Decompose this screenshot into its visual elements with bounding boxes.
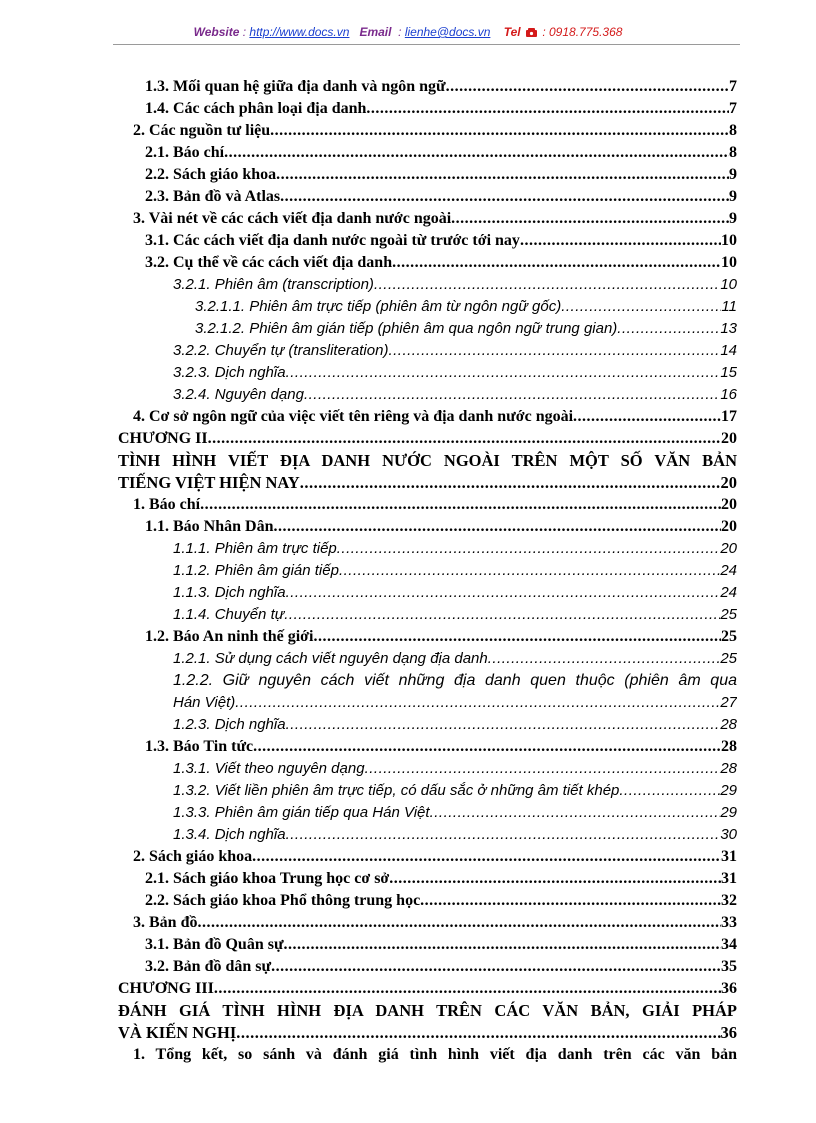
toc-entry[interactable]: 3.2.1. Phiên âm (transcription) ..... 10: [173, 273, 737, 295]
website-label: Website: [193, 25, 240, 39]
toc-entry[interactable]: 2.1. Báo chí ..... 8: [145, 141, 737, 163]
toc-entry[interactable]: 2. Các nguồn tư liệu ..... 8: [133, 119, 737, 141]
header-divider: [113, 44, 740, 45]
toc-entry[interactable]: 1. Báo chí ..... 20: [133, 493, 737, 515]
toc-entry[interactable]: 1.2.3. Dịch nghĩa ..... 28: [173, 713, 737, 735]
toc-entry[interactable]: 3. Bản đồ ..... 33: [133, 911, 737, 933]
toc-entry[interactable]: 1.2. Báo An ninh thế giới ..... 25: [145, 625, 737, 647]
toc-entry[interactable]: 2.3. Bản đồ và Atlas ..... 9: [145, 185, 737, 207]
email-link[interactable]: lienhe@docs.vn: [404, 25, 491, 39]
toc-entry-long[interactable]: 1.2.2. Giữ nguyên cách viết những địa danh quen thuộc (phiên âm qua: [173, 672, 737, 689]
toc-entry[interactable]: 3.2. Bản đồ dân sự ..... 35: [145, 955, 737, 977]
toc-entry[interactable]: 1.1.2. Phiên âm gián tiếp ..... 24: [173, 559, 737, 581]
tel-label: Tel: [503, 25, 521, 39]
toc-chapter-title[interactable]: TÌNH HÌNH VIẾT ĐỊA DANH NƯỚC NGOÀI TRÊN MỘT SỐ VĂN BẢN: [118, 451, 737, 470]
toc-entry[interactable]: 2.1. Sách giáo khoa Trung học cơ sở ..... 31: [145, 867, 737, 889]
toc-entry[interactable]: 3.2. Cụ thể về các cách viết địa danh ..... 10: [145, 251, 737, 273]
toc-entry[interactable]: 1.1.4. Chuyển tự ..... 25: [173, 603, 737, 625]
toc-entry[interactable]: 3.2.4. Nguyên dạng ..... 16: [173, 383, 737, 405]
phone-icon: [526, 28, 537, 37]
toc-entry-long-end[interactable]: Hán Việt) ..... 27: [173, 691, 737, 713]
toc-entry[interactable]: 3.1. Các cách viết địa danh nước ngoài từ trước tới nay ..... 10: [145, 229, 737, 251]
toc-chapter[interactable]: CHƯƠNG II ..... 20: [118, 427, 737, 449]
toc-chapter-title-end[interactable]: TIẾNG VIỆT HIỆN NAY ..... 20: [118, 471, 737, 493]
toc-entry[interactable]: 2. Sách giáo khoa ..... 31: [133, 845, 737, 867]
toc-entry[interactable]: 3.2.3. Dịch nghĩa ..... 15: [173, 361, 737, 383]
website-link[interactable]: http://www.docs.vn: [249, 25, 350, 39]
toc-entry[interactable]: 1.1.1. Phiên âm trực tiếp ..... 20: [173, 537, 737, 559]
toc-entry[interactable]: 3.2.1.1. Phiên âm trực tiếp (phiên âm từ ngôn ngữ gốc) ..... 11: [195, 295, 737, 317]
toc-entry[interactable]: 1.3. Báo Tin tức ..... 28: [145, 735, 737, 757]
page-header: Website : http://www.docs.vn Email : lienhe@docs.vn Tel : 0918.775.368: [193, 25, 623, 39]
toc-chapter-title-end[interactable]: VÀ KIẾN NGHỊ ..... 36: [118, 1021, 737, 1043]
email-label: Email: [359, 25, 392, 39]
toc-entry[interactable]: 1. Tổng kết, so sánh và đánh giá tình hình viết địa danh trên các văn bản: [133, 1046, 737, 1063]
toc-entry[interactable]: 1.3.2. Viết liền phiên âm trực tiếp, có dấu sắc ở những âm tiết khép ..... 29: [173, 779, 737, 801]
toc-entry[interactable]: 1.3.1. Viết theo nguyên dạng ..... 28: [173, 757, 737, 779]
toc-entry[interactable]: 3.1. Bản đồ Quân sự ..... 34: [145, 933, 737, 955]
toc-entry[interactable]: 1.3.3. Phiên âm gián tiếp qua Hán Việt ..... 29: [173, 801, 737, 823]
toc-entry[interactable]: 1.2.1. Sử dụng cách viết nguyên dạng địa danh ..... 25: [173, 647, 737, 669]
toc-entry[interactable]: 2.2. Sách giáo khoa Phổ thông trung học ..... 32: [145, 889, 737, 911]
toc-entry[interactable]: 1.4. Các cách phân loại địa danh ..... 7: [145, 97, 737, 119]
tel-value: : 0918.775.368: [542, 25, 623, 39]
toc-entry[interactable]: 3.2.2. Chuyển tự (transliteration) ..... 14: [173, 339, 737, 361]
toc-entry[interactable]: 2.2. Sách giáo khoa ..... 9: [145, 163, 737, 185]
toc-entry[interactable]: 4. Cơ sở ngôn ngữ của việc viết tên riêng và địa danh nước ngoài ..... 17: [133, 405, 737, 427]
toc-entry[interactable]: 3. Vài nét về các cách viết địa danh nước ngoài ..... 9: [133, 207, 737, 229]
toc-chapter[interactable]: CHƯƠNG III ..... 36: [118, 977, 737, 999]
toc-entry[interactable]: 3.2.1.2. Phiên âm gián tiếp (phiên âm qua ngôn ngữ trung gian) ..... 13: [195, 317, 737, 339]
toc-chapter-title[interactable]: ĐÁNH GIÁ TÌNH HÌNH ĐỊA DANH TRÊN CÁC VĂN BẢN, GIẢI PHÁP: [118, 1001, 737, 1020]
toc-entry[interactable]: 1.1.3. Dịch nghĩa ..... 24: [173, 581, 737, 603]
toc-entry[interactable]: 1.1. Báo Nhân Dân ..... 20: [145, 515, 737, 537]
toc-entry[interactable]: 1.3.4. Dịch nghĩa ..... 30: [173, 823, 737, 845]
toc-entry[interactable]: 1.3. Mối quan hệ giữa địa danh và ngôn ngữ ..... 7: [145, 75, 737, 97]
